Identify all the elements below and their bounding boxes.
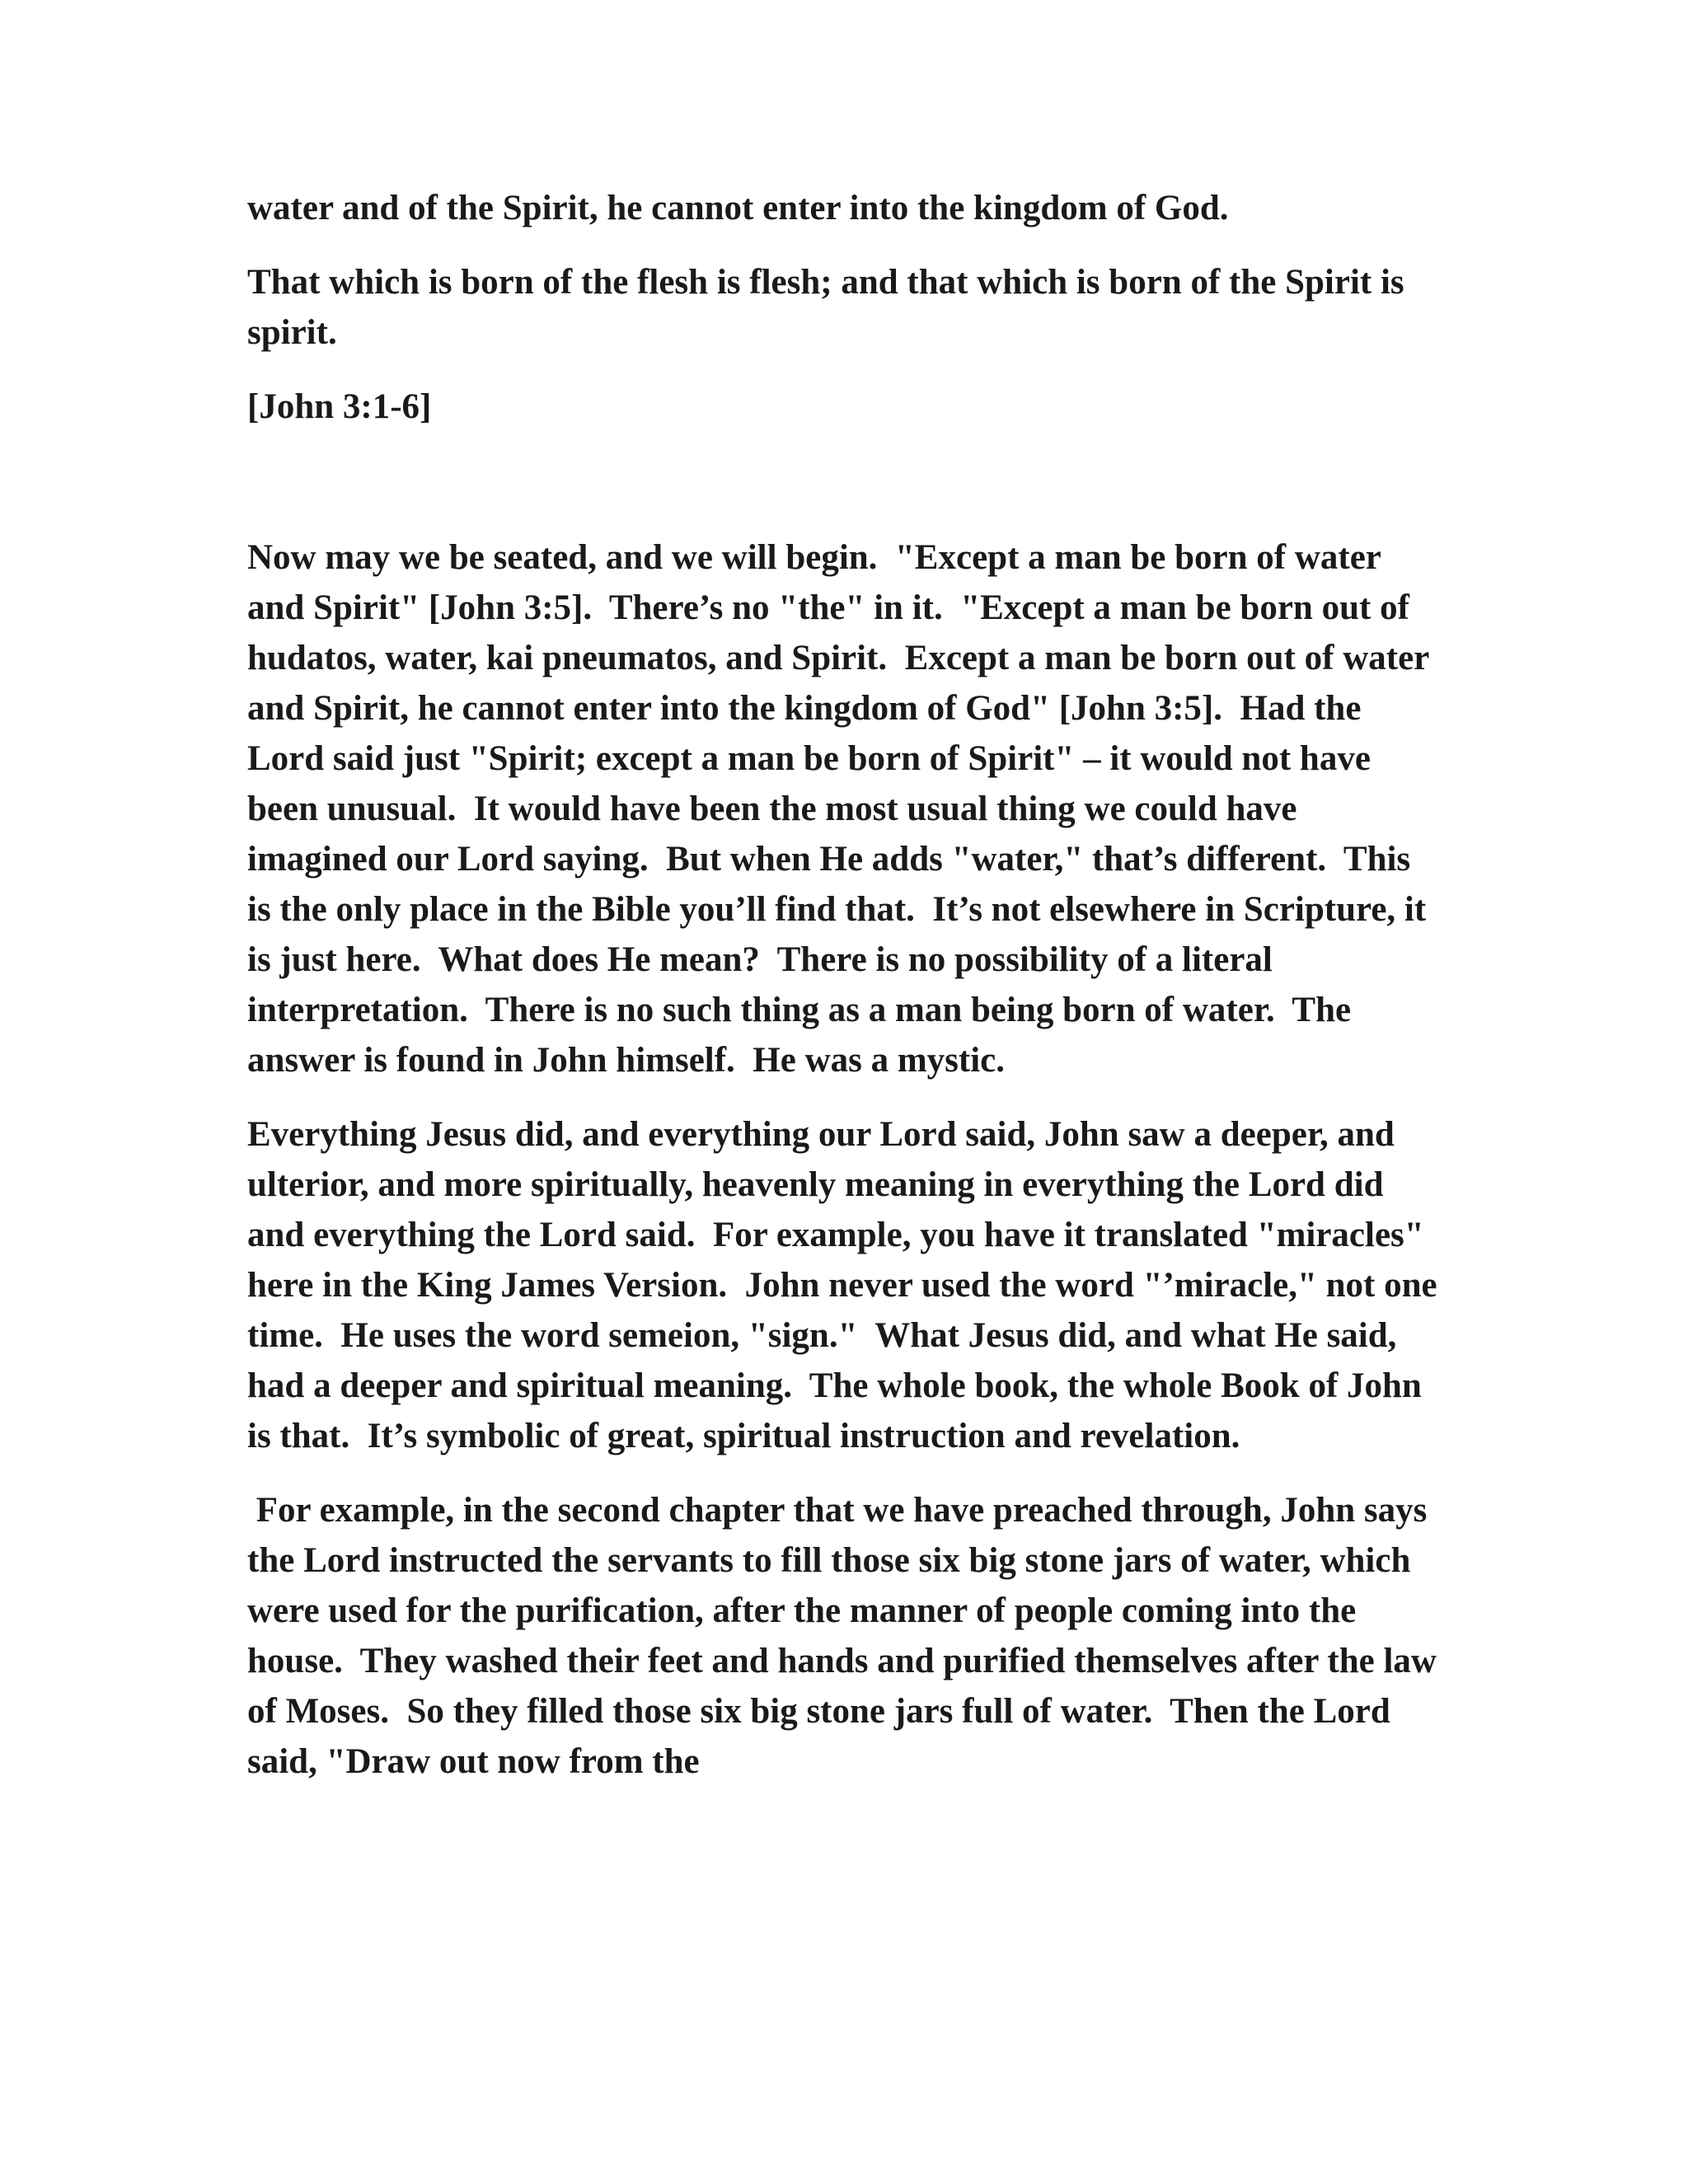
paragraph-john-mystic: Everything Jesus did, and everything our Lord said, John saw a deeper, and ulterior, and more spiritually, heavenly meaning in everything the Lord did and everything the Lord said. For example, you have it translated "miracles" here in the King James Version. John never used the word "’miracle," not one time. He uses the word semeion, "sign." What Jesus did, and what He said, had a deeper and spiritual meaning. The whole book, the whole Book of John is that. It’s symbolic of great, spiritual instruction and revelation. xyxy=(247,1115,1447,1455)
scripture-citation: [John 3:1-6] xyxy=(247,387,432,426)
paragraph-stone-jars: For example, in the second chapter that we have preached through, John says the Lord instructed the servants to fill those six big stone jars of water, which were used for the purification, after the manner of people coming into the house. They washed their feet and hands and purified themselves after the law of Moses. So they filled those six big stone jars full of water. Then the Lord said, "Draw out now from the xyxy=(247,1491,1446,1781)
paragraph-sermon-intro: Now may we be seated, and we will begin. "Except a man be born of water and Spirit" [John 3:5]. There’s no "the" in it. "Except a man be born out of hudatos, water, kai pneumatos, and Spirit. Except a man be born out of water and Spirit, he cannot enter into the kingdom of God" [John 3:5]. Had the Lord said just "Spirit; except a man be born of Spirit" – it would not have been unusual. It would have been the most usual thing we could have imagined our Lord saying. But when He adds "water," that’s different. This is the only place in the Bible you’ll find that. It’s not elsewhere in Scripture, it is just here. What does He mean? There is no possibility of a literal interpretation. There is no such thing as a man being born of water. The answer is found in John himself. He was a mystic. xyxy=(247,538,1438,1080)
section-gap xyxy=(247,432,1442,532)
paragraph-verse-continuation: water and of the Spirit, he cannot enter into the kingdom of God. xyxy=(247,189,1229,227)
paragraph-verse-flesh-spirit: That which is born of the flesh is flesh; and that which is born of the Spirit is spirit. xyxy=(247,263,1414,352)
document-body xyxy=(247,183,1447,1811)
